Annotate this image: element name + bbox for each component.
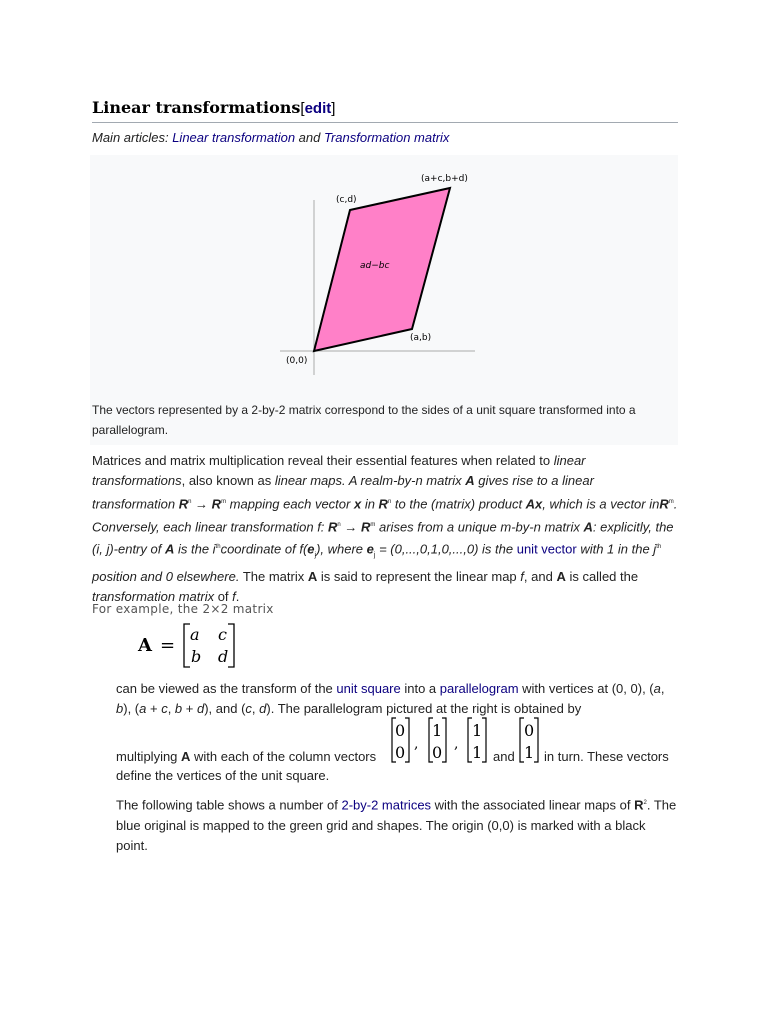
text-run: R — [178, 496, 189, 512]
text-run: A — [164, 541, 175, 557]
paragraph-table-intro — [116, 793, 678, 857]
superscript: m — [668, 498, 674, 505]
text-run: a — [653, 681, 661, 696]
label-a-plus-c-b-plus-d: (a+c,b+d) — [421, 174, 468, 184]
main-articles-conj: and — [295, 130, 324, 145]
text-run: c — [161, 701, 168, 717]
superscript: th — [215, 544, 221, 551]
text-run: R — [659, 496, 669, 512]
superscript: th — [656, 544, 662, 551]
column-vector-2 — [429, 718, 446, 762]
right-bracket — [228, 624, 234, 667]
example-intro: For example, the 2×2 matrix — [92, 602, 274, 616]
text-run: linear transformations — [92, 453, 586, 489]
edit-bracket-open: [ — [300, 100, 305, 117]
section-title: Linear transformations — [92, 98, 301, 117]
text-run: position and 0 elsewhere. — [92, 568, 240, 584]
text-run: can be viewed as the transform of the — [116, 681, 337, 696]
edit-bracket-close: ] — [331, 100, 336, 117]
text-run: in — [361, 496, 379, 512]
text-run: = (0,...,0,1,0,...,0) is the — [375, 541, 517, 557]
text-run: b — [116, 701, 124, 717]
text-run: The following table shows a number of — [116, 797, 342, 813]
text-run: and — [493, 749, 515, 764]
text-run: A — [556, 568, 566, 584]
text-run: A — [583, 518, 593, 534]
subscript: j — [314, 552, 317, 560]
text-run: f — [520, 568, 524, 584]
text-run: . Conversely, each linear transformation f: — [92, 496, 678, 534]
subscript: j — [373, 552, 376, 560]
text-run: a — [139, 701, 147, 717]
text-run: , — [251, 701, 260, 717]
comma: , — [414, 736, 419, 752]
vector-entry: 0 — [524, 721, 535, 740]
vector-entry: 0 — [432, 743, 443, 762]
text-run: is called the — [565, 568, 639, 584]
text-run: linear maps — [274, 473, 343, 489]
text-run: transformation matrix — [92, 589, 215, 605]
link-transformation-matrix[interactable]: Transformation matrix — [323, 130, 450, 145]
label-a-b: (a,b) — [410, 333, 432, 343]
text-run: ), and ( — [204, 701, 246, 717]
text-run: ), where — [316, 541, 367, 557]
text-run: : explicitly, the (i, j)-entry of — [92, 518, 674, 557]
link-2-by-2-matrices[interactable]: 2-by-2 matrices — [341, 797, 432, 813]
main-articles-hatnote — [92, 130, 449, 145]
text-run: with vertices at (0, 0), ( — [518, 681, 654, 696]
text-run: e — [307, 541, 315, 557]
matrix-entry-b: b — [191, 647, 202, 666]
matrix-entry-c: c — [218, 625, 227, 644]
text-run: ). The parallelogram pictured at the right is obtained by — [266, 701, 582, 717]
text-run: . A realm-by-n matrix — [342, 473, 466, 489]
figure-caption: The vectors represented by a 2-by-2 matrix correspond to the sides of a unit square transformed into a parallelogram. — [92, 403, 636, 437]
section-heading — [92, 98, 678, 123]
text-run: is the i — [174, 541, 216, 557]
label-c-d: (c,d) — [336, 195, 357, 205]
matrix-entry-a: a — [190, 625, 200, 644]
text-run: gives rise to a linear transformation — [92, 473, 594, 512]
text-run: ), ( — [123, 701, 140, 717]
edit-link[interactable]: edit — [304, 100, 332, 117]
text-run: , — [660, 681, 665, 696]
text-run: A — [465, 473, 475, 489]
text-run: coordinate of f( — [220, 541, 308, 557]
text-run: , which is a vector in — [542, 496, 660, 512]
text-run: . — [646, 797, 651, 813]
text-run: of — [214, 589, 233, 605]
text-run: c — [245, 701, 252, 717]
text-run: R — [211, 496, 222, 512]
superscript: 2 — [643, 800, 647, 806]
svg-text:multiplying A with each of the — [116, 749, 377, 764]
text-run: → — [340, 518, 361, 534]
text-run: Ax — [525, 496, 543, 512]
vector-entry: 1 — [432, 721, 443, 740]
matrix-a-formula — [136, 622, 246, 670]
vector-entry: 1 — [524, 743, 535, 762]
superscript: m — [370, 521, 376, 528]
text-run: + — [182, 701, 197, 717]
text-run: b — [174, 701, 183, 717]
text-run: f — [232, 589, 236, 605]
text-run: R — [361, 518, 371, 534]
text-run: , — [167, 701, 175, 717]
matrix-entry-d: d — [218, 647, 229, 666]
text-run: + — [146, 701, 162, 717]
vector-entry: 1 — [472, 743, 483, 762]
column-vector-4 — [520, 718, 538, 762]
text-run: . — [235, 589, 240, 605]
text-run: mapping each vector — [226, 496, 354, 512]
text-run: A — [307, 568, 318, 584]
link-unit-square[interactable]: unit square — [336, 681, 401, 696]
paragraph-viewed — [116, 679, 678, 720]
text-run: e — [366, 541, 374, 557]
text-run: R — [378, 496, 388, 512]
column-vectors-line — [116, 716, 678, 771]
matrix-lhs: A — [138, 635, 152, 656]
text-run: A — [181, 749, 191, 764]
text-run: arises from a unique m-by-n matrix — [375, 518, 584, 534]
text-run: → — [191, 496, 212, 512]
column-vector-3 — [468, 718, 486, 762]
superscript: n — [337, 521, 341, 528]
text-run: x — [353, 496, 362, 512]
text-run: R — [328, 518, 338, 534]
text-run: Matrices and matrix multiplication reveal their essential features when related to — [92, 453, 554, 468]
main-articles-prefix: Main articles: — [92, 130, 173, 145]
column-vector-1 — [392, 718, 409, 762]
paragraph-linear-maps — [92, 451, 678, 607]
text-run: with each of the column vectors — [190, 749, 377, 764]
text-run: is said to represent the linear map — [317, 568, 521, 584]
text-run: with 1 in the j — [576, 541, 657, 557]
superscript: n — [387, 498, 392, 505]
label-origin: (0,0) — [286, 356, 308, 366]
text-run: d — [196, 701, 205, 717]
text-run: in turn. These vectors — [544, 749, 669, 764]
link-unit-vector[interactable]: unit vector — [516, 541, 577, 557]
comma: , — [454, 736, 459, 752]
text-run: , and — [523, 568, 557, 584]
label-determinant: ad−bc — [360, 261, 390, 271]
text-run: , also known as — [181, 473, 275, 489]
text-run: d — [259, 701, 267, 717]
superscript: n — [188, 498, 192, 505]
link-linear-transformation[interactable]: Linear transformation — [172, 130, 296, 145]
text-run: The matrix — [239, 568, 308, 584]
text-run: to the (matrix) product — [391, 496, 526, 512]
link-parallelogram[interactable]: parallelogram — [439, 681, 519, 696]
vector-entry: 1 — [472, 721, 483, 740]
matrix-equals: = — [160, 635, 176, 656]
text-run: into a — [400, 681, 440, 696]
vector-entry: 0 — [395, 743, 406, 762]
superscript: m — [221, 498, 227, 505]
text-run: The blue original is mapped to the green grid and shapes. The origin (0,0) is marked with a black point. — [116, 797, 677, 854]
text-run: multiplying — [116, 749, 182, 764]
text-run: with the associated linear maps of — [431, 797, 635, 813]
text-run: R — [634, 797, 644, 813]
vertices-line: define the vertices of the unit square. — [116, 768, 330, 783]
vector-entry: 0 — [395, 721, 406, 740]
